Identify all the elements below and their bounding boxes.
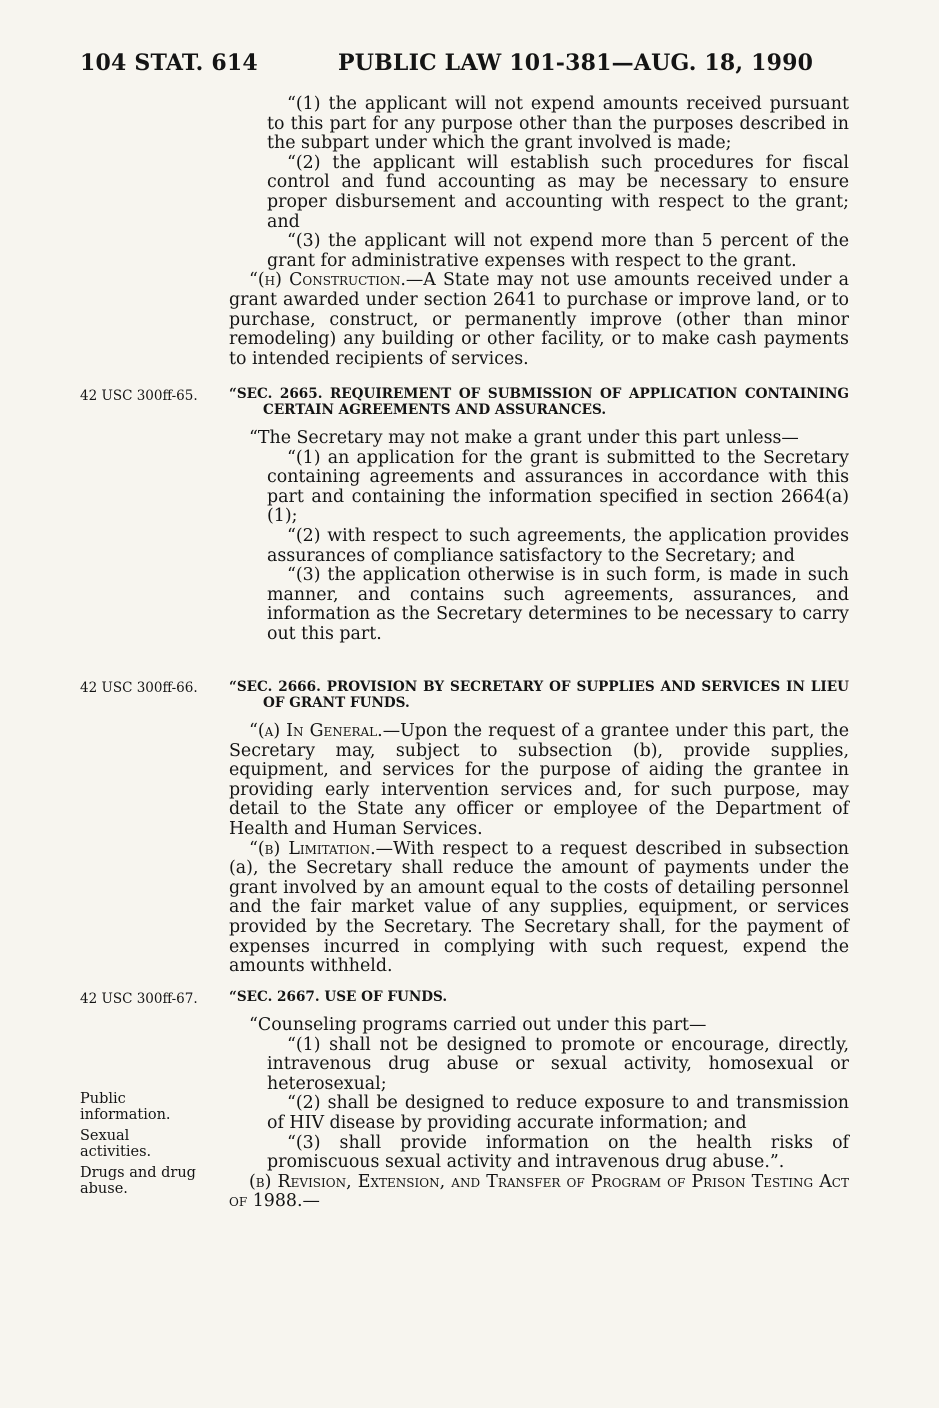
section-2666 [229, 679, 849, 977]
subsection-label: “(a) In General. [249, 721, 383, 741]
page-number: 104 STAT. 614 [80, 50, 258, 76]
paragraph: “(3) shall provide information on the health risks of promiscuous sexual activity and intravenous drug abuse.”. [267, 1132, 849, 1173]
margin-citation: 42 USC 300ff-67. [80, 991, 198, 1007]
margin-citation: 42 USC 300ff-65. [80, 388, 198, 404]
subsection-label: (b) Revision, Extension, and Transfer of Program of Prison Testing Act of 1988. [229, 1171, 849, 1212]
subsection-label: “(h) Construction. [249, 270, 406, 291]
side-note: Drugs and drug abuse. [80, 1165, 196, 1197]
section-heading: “SEC. 2666. PROVISION BY SECRETARY OF SUPPLIES AND SERVICES IN LIEU OF GRANT FUNDS. [229, 679, 849, 711]
subsection-text: —Upon the request of a grantee under this part, the Secretary may, subject to subsection (b), provide supplies, equipment, and services for the purpose of aiding the grantee in providing early intervention services and, for such purpose, may detail to the State any officer or employee of the Department of Health and Human Services. [229, 721, 849, 839]
section-2665 [229, 386, 849, 645]
margin-citation: 42 USC 300ff-66. [80, 680, 198, 696]
paragraph: “(1) an application for the grant is submitted to the Secretary containing agreements and assurances in accordance with this part and containing the information specified in section 2664(a)(1); [267, 447, 849, 527]
subsection-a [229, 722, 849, 840]
subsection-text: — [302, 1191, 320, 1212]
side-note: Public information. [80, 1091, 171, 1123]
section-heading: “SEC. 2667. USE OF FUNDS. [229, 989, 448, 1005]
subsection-text: —With respect to a request described in subsection (a), the Secretary shall reduce the amount of payments under the grant involved by an amount equal to the costs of detailing personnel and the fair market value of any supplies, equipment, or services provided by the Secretary. The Secretary shall, for the payment of expenses incurred in complying with such request, expend the amounts withheld. [229, 838, 849, 977]
subsection-text: —A State may not use amounts received under a grant awarded under section 2641 to purchase or improve land, or to purchase, construct, or permanently improve (other than minor remodeling) any building or other facility, or to make cash payments to intended recipients of services. [229, 270, 849, 369]
paragraph: “(1) shall not be designed to promote or encourage, directly, intravenous drug abuse or sexual activity, homosexual or heterosexual; [267, 1034, 849, 1094]
section-2667 [229, 989, 849, 1212]
subsection-h [229, 271, 849, 369]
paragraph: “Counseling programs carried out under this part— [249, 1015, 707, 1035]
subsection-b [229, 1173, 849, 1212]
subsection-b [229, 840, 849, 977]
subsection-label: “(b) Limitation. [249, 838, 376, 859]
paragraph: “(2) with respect to such agreements, the application provides assurances of compliance satisfactory to the Secretary; and [267, 525, 849, 566]
paragraph: “(2) shall be designed to reduce exposure to and transmission of HIV disease by providing accurate information; and [267, 1093, 849, 1133]
side-note: Sexual activities. [80, 1128, 152, 1160]
paragraph: “(3) the application otherwise is in such form, is made in such manner, and contains such agreements, assurances, and information as the Secretary determines to be necessary to carry out this part. [267, 565, 849, 644]
running-header: PUBLIC LAW 101-381—AUG. 18, 1990 [338, 50, 814, 76]
paragraph: “(3) the applicant will not expend more than 5 percent of the grant for administrative expenses with respect to the grant. [267, 231, 849, 271]
block-top [229, 95, 849, 369]
paragraph: “The Secretary may not make a grant under this part unless— [249, 428, 799, 448]
paragraph: “(2) the applicant will establish such procedures for fiscal control and fund accounting as may be necessary to ensure proper disbursement and accounting with respect to the grant; and [267, 152, 849, 232]
paragraph: “(1) the applicant will not expend amounts received pursuant to this part for any purpose other than the purposes described in the subpart under which the grant involved is made; [267, 94, 849, 154]
section-heading: “SEC. 2665. REQUIREMENT OF SUBMISSION OF APPLICATION CONTAINING CERTAIN AGREEMENTS AND ASSURANCES. [229, 386, 849, 418]
side-notes [80, 1092, 205, 1204]
